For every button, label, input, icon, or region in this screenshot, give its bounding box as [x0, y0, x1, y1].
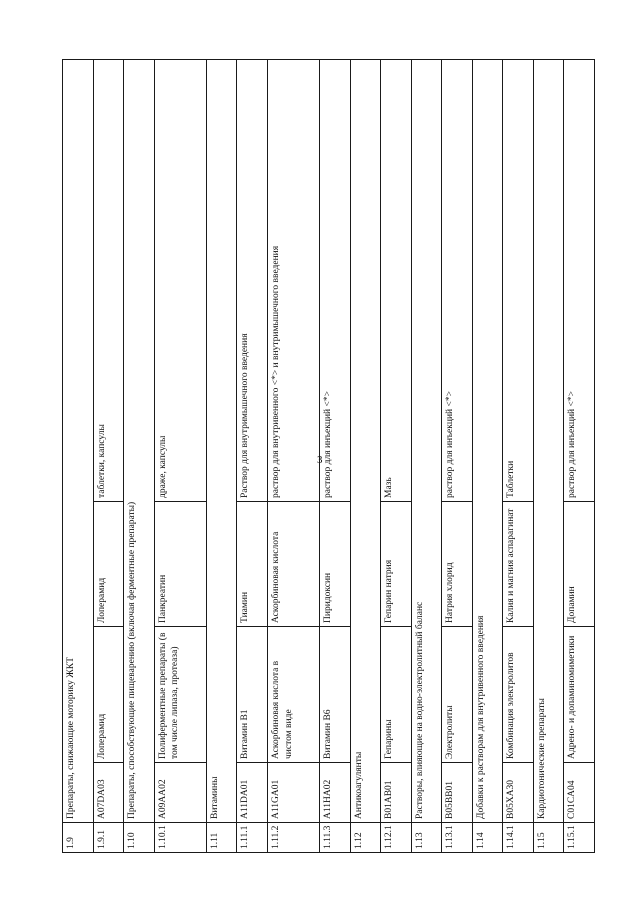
cell-number: 1.11: [206, 823, 237, 853]
cell-substance: Лоперамид: [93, 502, 124, 627]
page-number: 3: [317, 454, 323, 466]
group-row: [124, 59, 155, 852]
table-row: [564, 59, 595, 852]
cell-pharm-group: Полиферментные препараты (в том числе липаза, протеаза): [154, 627, 206, 763]
cell-dosage-form: драже, капсулы: [154, 59, 206, 501]
cell-number: 1.11.3: [320, 823, 351, 853]
cell-pharm-group: Комбинация электролитов: [503, 627, 534, 763]
cell-number: 1.12.1: [381, 823, 412, 853]
cell-group-title: Антикоагулянты: [350, 59, 381, 822]
table-row: [93, 59, 124, 852]
cell-number: 1.12: [350, 823, 381, 853]
cell-dosage-form: Мазь: [381, 59, 412, 501]
table-row: [320, 59, 351, 852]
cell-group-title: Добавки к растворам для внутривенного введения: [472, 59, 503, 822]
cell-pharm-group: Витамин В1: [237, 627, 268, 763]
group-row: [472, 59, 503, 852]
cell-pharm-group: Витамин В6: [320, 627, 351, 763]
drug-list-table-wrapper: [62, 60, 595, 853]
group-row: [411, 59, 442, 852]
cell-substance: Панкреатин: [154, 502, 206, 627]
cell-substance: Калия и магния аспарагинат: [503, 502, 534, 627]
cell-atc-code: A11HA02: [320, 763, 351, 823]
cell-pharm-group: Лоперамид: [93, 627, 124, 763]
cell-atc-code: B05XA30: [503, 763, 534, 823]
cell-group-title: Растворы, влияющие на водно-электролитный баланс: [411, 59, 442, 822]
group-row: [206, 59, 237, 852]
cell-dosage-form: Таблетки: [503, 59, 534, 501]
table-row: [154, 59, 206, 852]
cell-number: 1.9.1: [93, 823, 124, 853]
group-row: [63, 59, 94, 852]
cell-substance: Натрия хлорид: [442, 502, 473, 627]
cell-group-title: Препараты, способствующие пищеварению (включая ферментные препараты): [124, 59, 155, 822]
cell-group-title: Кардиотонические препараты: [533, 59, 564, 822]
cell-substance: Аскорбиновая кислота: [267, 502, 319, 627]
cell-substance: Тиамин: [237, 502, 268, 627]
drug-list-table: [62, 59, 595, 853]
cell-group-title: Витамины: [206, 59, 237, 822]
cell-dosage-form: раствор для инъекций <*>: [564, 59, 595, 501]
cell-atc-code: B05BB01: [442, 763, 473, 823]
cell-pharm-group: Гепарины: [381, 627, 412, 763]
cell-atc-code: C01CA04: [564, 763, 595, 823]
cell-substance: Пиридоксин: [320, 502, 351, 627]
cell-substance: Допамин: [564, 502, 595, 627]
group-row: [350, 59, 381, 852]
cell-dosage-form: раствор для инъекций <*>: [320, 59, 351, 501]
table-row: [237, 59, 268, 852]
table-row: [442, 59, 473, 852]
cell-pharm-group: Аскорбиновая кислота в чистом виде: [267, 627, 319, 763]
cell-number: 1.14.1: [503, 823, 534, 853]
cell-number: 1.15.1: [564, 823, 595, 853]
group-row: [533, 59, 564, 852]
cell-dosage-form: раствор для инъекций <*>: [442, 59, 473, 501]
cell-atc-code: A07DA03: [93, 763, 124, 823]
cell-pharm-group: Адрено- и допаминомиметики: [564, 627, 595, 763]
cell-atc-code: B01AB01: [381, 763, 412, 823]
cell-atc-code: A09AA02: [154, 763, 206, 823]
table-row: [381, 59, 412, 852]
cell-number: 1.11.1: [237, 823, 268, 853]
cell-dosage-form: Раствор для внутримышечного введения: [237, 59, 268, 501]
cell-number: 1.11.2: [267, 823, 319, 853]
cell-dosage-form: таблетки, капсулы: [93, 59, 124, 501]
cell-number: 1.13: [411, 823, 442, 853]
cell-atc-code: A11GA01: [267, 763, 319, 823]
cell-dosage-form: раствор для внутривенного <*> и внутримышечного введения: [267, 59, 319, 501]
cell-pharm-group: Электролиты: [442, 627, 473, 763]
cell-number: 1.13.1: [442, 823, 473, 853]
cell-number: 1.10: [124, 823, 155, 853]
cell-number: 1.14: [472, 823, 503, 853]
cell-substance: Гепарин натрия: [381, 502, 412, 627]
cell-atc-code: A11DA01: [237, 763, 268, 823]
table-row: [267, 59, 319, 852]
cell-number: 1.15: [533, 823, 564, 853]
cell-number: 1.10.1: [154, 823, 206, 853]
table-row: [503, 59, 534, 852]
cell-group-title: Препараты, снижающие моторику ЖКТ: [63, 59, 94, 822]
cell-number: 1.9: [63, 823, 94, 853]
